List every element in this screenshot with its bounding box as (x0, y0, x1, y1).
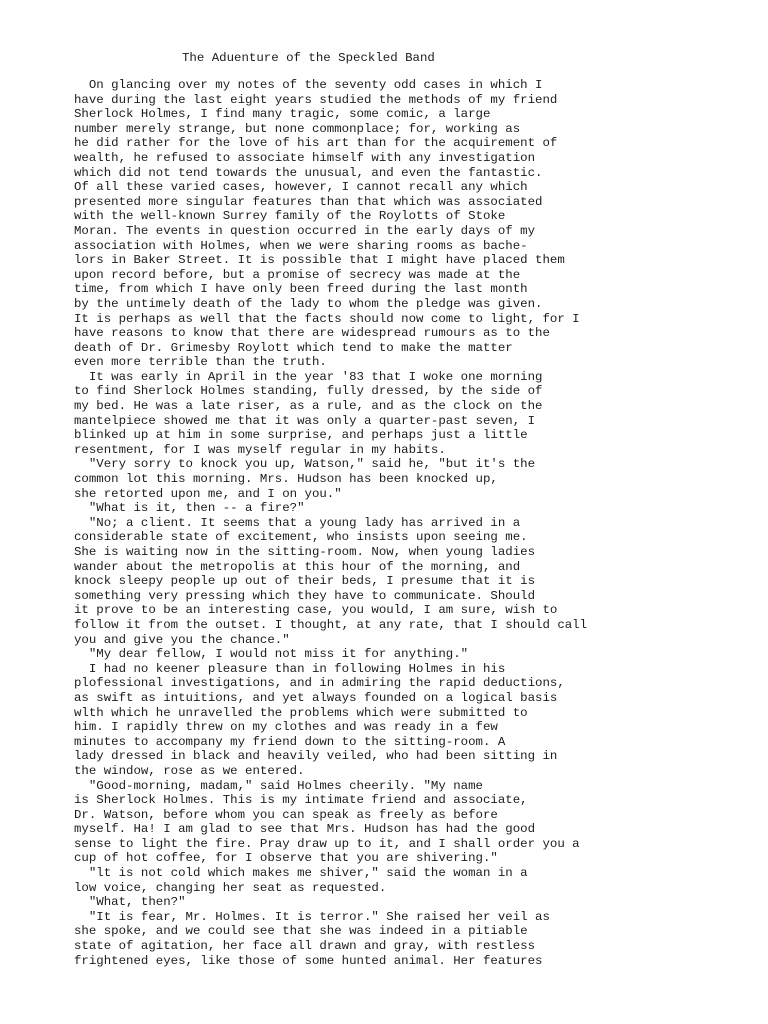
text-line: she spoke, and we could see that she was indeed in a pitiable (74, 924, 528, 939)
text-line: resentment, for I was myself regular in my habits. (74, 442, 446, 457)
text-line: considerable state of excitement, who insists upon seeing me. (74, 530, 528, 545)
text-line: she retorted upon me, and I on you." (74, 486, 342, 501)
text-line: "What, then?" (74, 895, 186, 910)
text-line: death of Dr. Grimesby Roylott which tend to make the matter (74, 340, 513, 355)
text-line: by the untimely death of the lady to whom the pledge was given. (74, 296, 543, 311)
text-line: "lt is not cold which makes me shiver," said the woman in a (74, 866, 528, 881)
text-line: my bed. He was a late riser, as a rule, and as the clock on the (74, 399, 543, 414)
text-line: "No; a client. It seems that a young lady has arrived in a (74, 515, 521, 530)
text-line: blinked up at him in some surprise, and perhaps just a little (74, 428, 528, 443)
text-line: "My dear fellow, I would not miss it for anything." (74, 647, 469, 662)
text-line: number merely strange, but none commonplace; for, working as (74, 121, 521, 136)
document-title: The Aduenture of the Speckled Band (182, 51, 435, 65)
text-line: Dr. Watson, before whom you can speak as freely as before (74, 807, 498, 822)
text-line: wlth which he unravelled the problems which were submitted to (74, 705, 528, 720)
text-line: knock sleepy people up out of their beds, I presume that it is (74, 574, 536, 589)
text-line: common lot this morning. Mrs. Hudson has been knocked up, (74, 472, 498, 487)
text-line: time, from which I have only been freed during the last month (74, 282, 528, 297)
text-line: lors in Baker Street. It is possible that I might have placed them (74, 253, 565, 268)
text-line: low voice, changing her seat as requested. (74, 880, 387, 895)
text-line: lady dressed in black and heavily veiled, who had been sitting in (74, 749, 558, 764)
text-line: state of agitation, her face all drawn and gray, with restless (74, 939, 536, 954)
text-line: "It is fear, Mr. Holmes. It is terror." She raised her veil as (74, 909, 550, 924)
text-line: mantelpiece showed me that it was only a quarter-past seven, I (74, 413, 536, 428)
text-line: even more terrible than the truth. (74, 355, 327, 370)
text-line: It was early in April in the year '83 that I woke one morning (74, 369, 543, 384)
text-line: have during the last eight years studied the methods of my friend (74, 92, 558, 107)
text-line: minutes to accompany my friend down to the sitting-room. A (74, 734, 506, 749)
text-line: with the well-known Surrey family of the Roylotts of Stoke (74, 209, 506, 224)
document-body (74, 78, 754, 968)
text-line: follow it from the outset. I thought, at any rate, that I should call (74, 617, 588, 632)
text-line: I had no keener pleasure than in following Holmes in his (74, 661, 506, 676)
text-line: wealth, he refused to associate himself with any investigation (74, 150, 536, 165)
text-line: the window, rose as we entered. (74, 763, 305, 778)
text-line: It is perhaps as well that the facts should now come to light, for I (74, 311, 580, 326)
text-line: Moran. The events in question occurred in the early days of my (74, 223, 536, 238)
text-line: Of all these varied cases, however, I cannot recall any which (74, 180, 528, 195)
text-line: something very pressing which they have to communicate. Should (74, 588, 536, 603)
text-line: cup of hot coffee, for I observe that you are shivering." (74, 851, 498, 866)
text-line: association with Holmes, when we were sharing rooms as bache- (74, 238, 528, 253)
text-line: have reasons to know that there are widespread rumours as to the (74, 326, 550, 341)
text-line: him. I rapidly threw on my clothes and was ready in a few (74, 720, 498, 735)
text-line: myself. Ha! I am glad to see that Mrs. Hudson has had the good (74, 822, 536, 837)
text-line: "What is it, then -- a fire?" (74, 501, 305, 516)
text-line: plofessional investigations, and in admiring the rapid deductions, (74, 676, 565, 691)
text-line: is Sherlock Holmes. This is my intimate friend and associate, (74, 793, 528, 808)
text-line: as swift as intuitions, and yet always founded on a logical basis (74, 690, 558, 705)
text-line: wander about the metropolis at this hour of the morning, and (74, 559, 521, 574)
text-line: Sherlock Holmes, I find many tragic, some comic, a large (74, 107, 491, 122)
text-line: presented more singular features than that which was associated (74, 194, 543, 209)
text-line: sense to light the fire. Pray draw up to it, and I shall order you a (74, 836, 580, 851)
text-line: he did rather for the love of his art than for the acquirement of (74, 136, 558, 151)
text-line: frightened eyes, like those of some hunted animal. Her features (74, 953, 543, 968)
text-line: "Very sorry to knock you up, Watson," said he, "but it's the (74, 457, 536, 472)
text-line: which did not tend towards the unusual, and even the fantastic. (74, 165, 543, 180)
text-line: She is waiting now in the sitting-room. Now, when young ladies (74, 545, 536, 559)
text-line: to find Sherlock Holmes standing, fully dressed, by the side of (74, 384, 543, 399)
text-line: "Good-morning, madam," said Holmes cheerily. "My name (74, 778, 483, 793)
text-line: you and give you the chance." (74, 632, 290, 647)
text-line: On glancing over my notes of the seventy odd cases in which I (74, 78, 543, 92)
text-line: upon record before, but a promise of secrecy was made at the (74, 267, 521, 282)
text-line: it prove to be an interesting case, you would, I am sure, wish to (74, 603, 558, 618)
